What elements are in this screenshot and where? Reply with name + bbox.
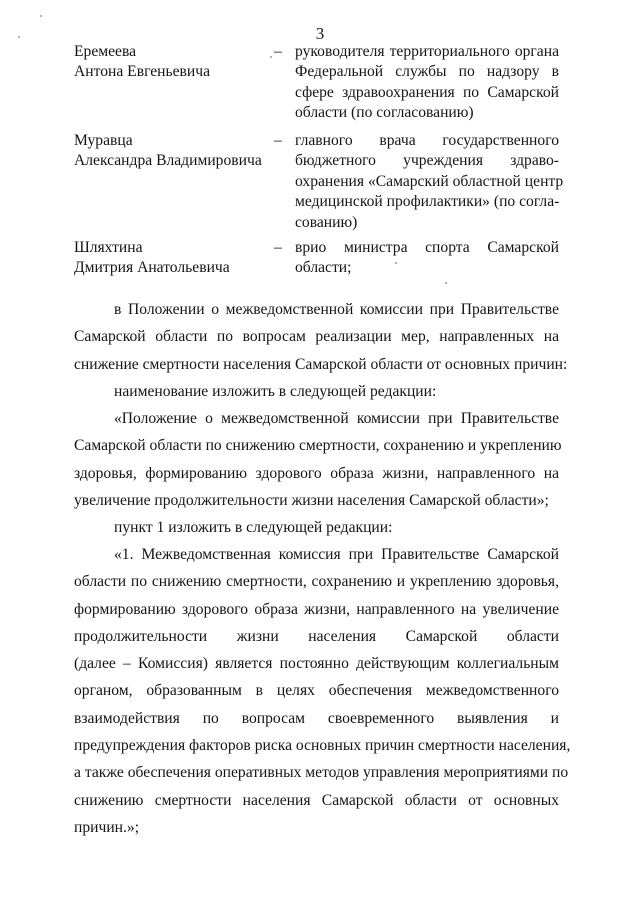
scan-speck [270,56,272,58]
page-number: 3 [315,24,325,43]
member-role: руководителя территориального органа Федеральной службы по надзору в сфере здравоохранения по Самарской области (по согласованию) [295,43,559,122]
member-name: Еремеева Антона Евгеньевича [74,43,211,81]
scan-speck [395,262,397,264]
paragraph-item1-text: «1. Межведомственная комиссия при Правительстве Самарской области по снижению смертности, сохранению и укреплению здоровья, формированию здорового образа жизни, направленного на увеличение продолжительности жизни населения Самарской области (далее – Комиссия) является постоянно действующим коллегиальным органом, образованным в целях обеспечения межведомственного взаимодействия по вопросам своевременного выявления и предупреждения факторов риска основных причин смертности населения, а также обеспечения оперативных методов управления мероприятиями по снижению смертности населения Самарской области от основных причин.»; [74,546,571,836]
paragraph-new-title: «Положение о межведомственной комиссии при Правительстве Самарской области по снижению смертности, сохранению и укреплению здоровья, формированию здорового образа жизни, направленного на увеличение продолжительности жизни населения Самарской области»; [74,410,562,509]
scan-speck [40,15,42,17]
paragraph-amendment-intro: в Положении о межведомственной комиссии при Правительстве Самарской области по вопросам реализации мер, направленных на снижение смертности населения Самарской области от основных причин: [74,301,568,373]
dash-separator: – [274,132,282,149]
paragraph-title-instruction: наименование изложить в следующей редакции: [114,383,437,400]
dash-separator: – [274,239,282,256]
member-name: Шляхтина Дмитрия Анатольевича [74,239,230,277]
scan-speck [18,36,20,38]
paragraph-item1-instruction: пункт 1 изложить в следующей редакции: [114,519,393,536]
dash-separator: – [274,43,282,60]
member-role: врио министра спорта Самарской области; [295,239,559,277]
member-role: главного врача государственного бюджетного учреждения здраво- охранения «Самарский областной центр медицинской профилактики» (по согла- сованию) [295,132,564,231]
member-name: Муравца Александра Владимировича [74,132,262,170]
scan-speck [445,282,447,284]
